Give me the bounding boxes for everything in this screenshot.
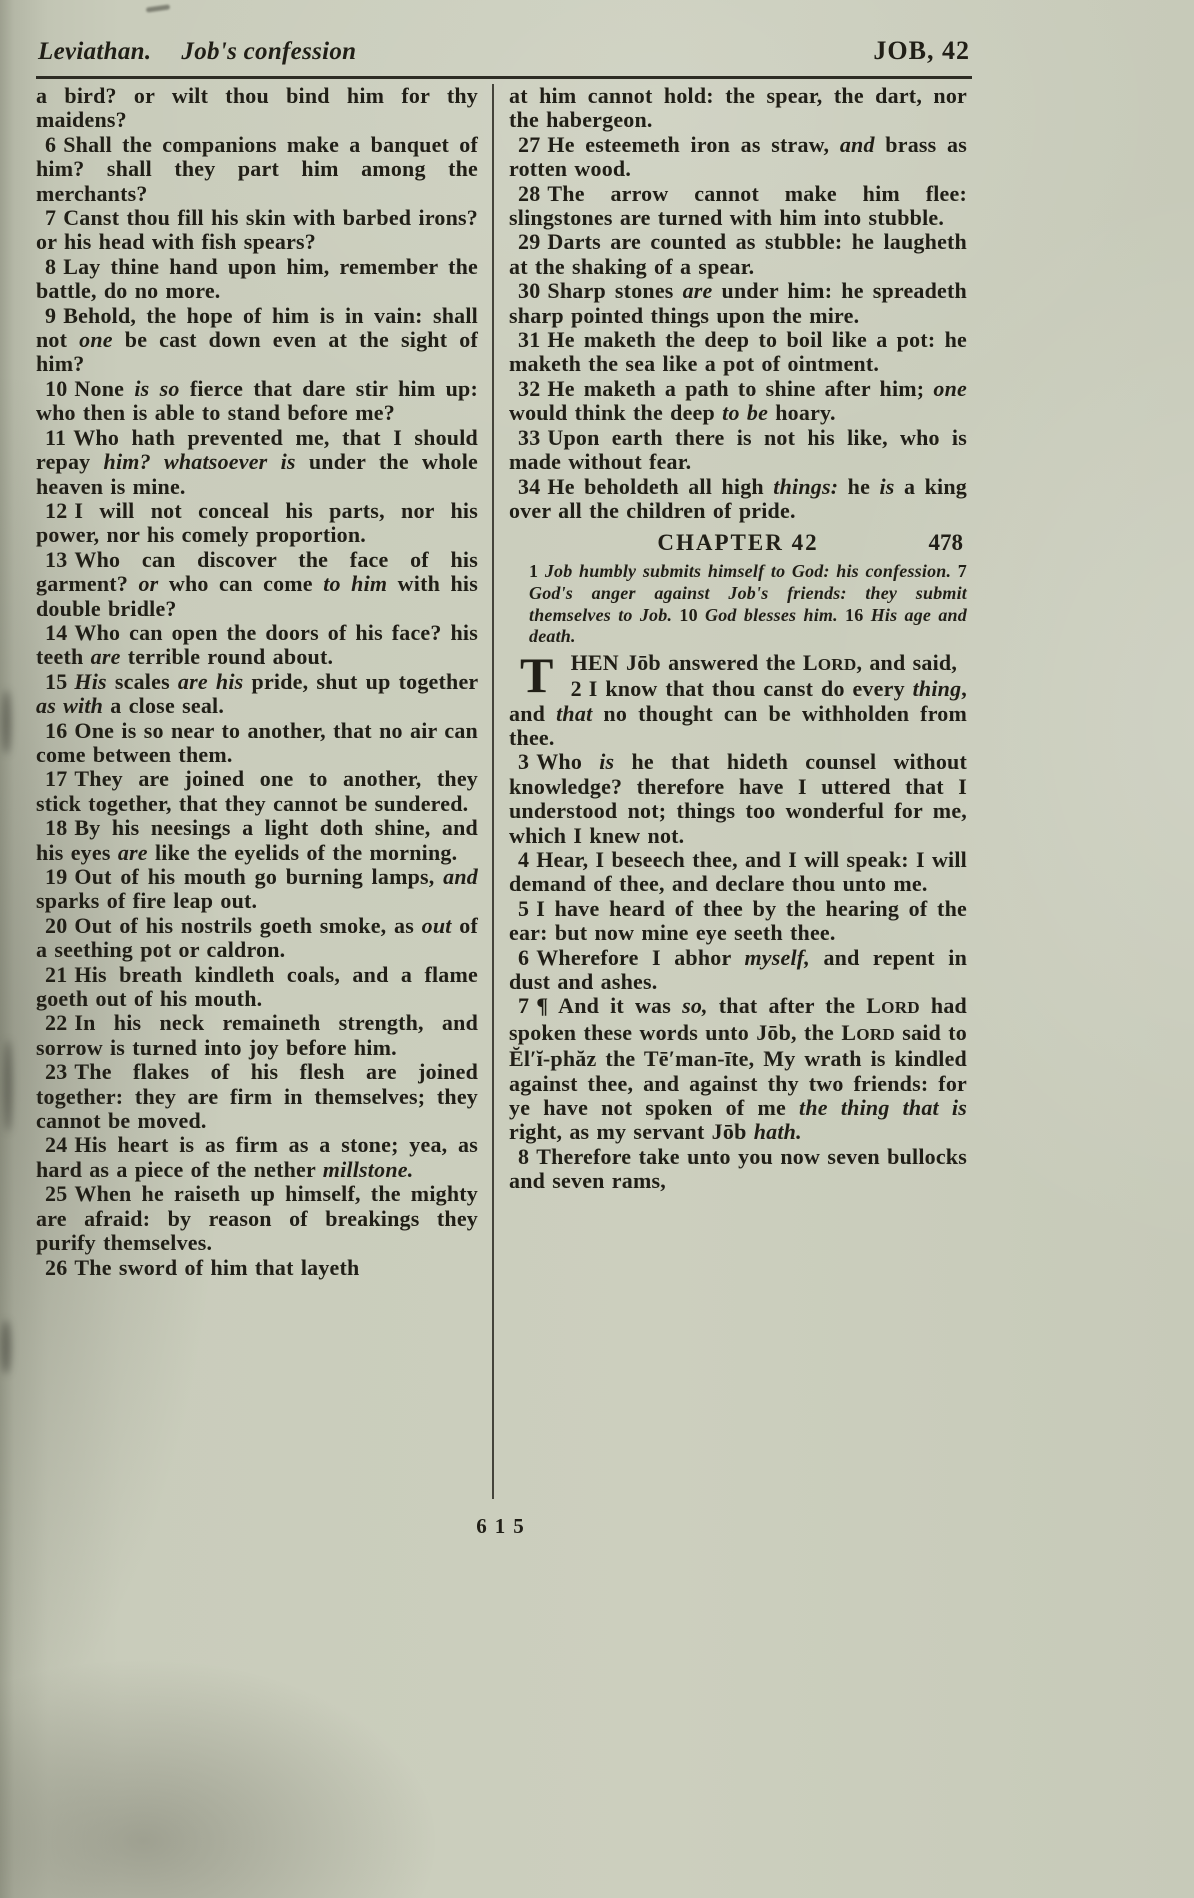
- verse: [36, 206, 478, 255]
- italic-text: so,: [682, 993, 708, 1019]
- running-title-right: JOB, 42: [873, 36, 970, 65]
- verse-number: 14: [45, 619, 68, 645]
- verse: [509, 946, 967, 995]
- verse-text: right, as my servant Jōb: [509, 1119, 754, 1145]
- italic-text: myself,: [744, 944, 811, 970]
- verse-text: of a seething pot or caldron.: [36, 912, 478, 963]
- verse: [36, 426, 478, 499]
- verse-number: 28: [518, 180, 541, 206]
- verse-number: 16: [45, 717, 68, 743]
- verse: [36, 1133, 478, 1182]
- running-title-left-part2: Job's confession: [181, 38, 357, 65]
- verse-text: The sword of him that layeth: [74, 1254, 360, 1280]
- chapter-summary: [509, 561, 967, 647]
- verse: [509, 750, 967, 848]
- page-content: [36, 28, 972, 1499]
- verse: [509, 182, 967, 231]
- italic-text: is so: [134, 375, 180, 401]
- verse: [36, 499, 478, 548]
- verse-text: pride, shut up together: [243, 668, 478, 694]
- verse-number: 6: [45, 131, 57, 157]
- verse-text: fierce that dare stir him up: who then is able to stand before me?: [36, 375, 478, 426]
- verse-text: brass as rotten wood.: [509, 131, 967, 182]
- verse: [509, 279, 967, 328]
- verse-number: 15: [45, 668, 68, 694]
- verse-text: a bird? or wilt thou bind him for thy maidens?: [36, 83, 478, 133]
- verse-text: ¶ And it was: [536, 993, 683, 1019]
- italic-text: are his: [177, 668, 244, 694]
- verse-text: a king over all the children of pride.: [509, 473, 967, 523]
- verse: [36, 548, 478, 621]
- verse: [36, 1011, 478, 1060]
- verse: [36, 914, 478, 963]
- drop-cap: T: [520, 646, 554, 703]
- verse-text: HEN Jōb answered the: [570, 649, 803, 675]
- verse-text: who can come: [158, 571, 324, 597]
- chapter-title: CHAPTER 42: [657, 530, 819, 556]
- verse-text: with his double bridle?: [36, 571, 478, 621]
- verse-number: 8: [518, 1143, 530, 1169]
- verse-text: Canst thou fill his skin with barbed irons? or his head with fish spears?: [36, 205, 478, 255]
- verse: [509, 677, 967, 750]
- verse: [36, 816, 478, 865]
- verse-text: They are joined one to another, they stick together, that they cannot be sundered.: [36, 766, 478, 816]
- italic-text: is: [599, 749, 615, 775]
- verse-text: sparks of fire leap out.: [36, 888, 258, 914]
- verse-number: 23: [45, 1059, 68, 1085]
- italic-text: millstone.: [322, 1156, 414, 1182]
- verse-number: 19: [45, 864, 68, 889]
- italic-text: and: [839, 131, 875, 157]
- verse-text: By his neesings a light doth shine, and his eyes: [36, 815, 478, 865]
- verse-text: I will not conceal his parts, nor his power, nor his comely proportion.: [36, 497, 478, 548]
- verse-number: 32: [518, 375, 541, 401]
- verse-number: 24: [45, 1132, 68, 1158]
- chapter-page-ref: 478: [928, 530, 963, 556]
- verse-number: 31: [518, 327, 541, 353]
- verse-number: 7: [518, 993, 530, 1019]
- italic-text: as with: [36, 693, 104, 719]
- small-caps-divine-name: LORD: [802, 649, 857, 675]
- italic-text: that: [556, 700, 593, 726]
- verse-text: Hear, I beseech thee, and I will speak: I will demand of thee, and declare thou unto me.: [509, 846, 967, 897]
- binding-smudge: [4, 1040, 12, 1132]
- verse-text: The flakes of his flesh are joined together: they are firm in themselves; they cannot be moved.: [36, 1059, 478, 1134]
- verse: [36, 865, 478, 914]
- verse-text: that after the: [707, 993, 867, 1019]
- verse-text: Who: [536, 749, 600, 775]
- verse-text: be cast down even at the sight of him?: [36, 327, 478, 377]
- chapter-heading: [509, 530, 967, 556]
- verse-text: He beholdeth all high: [547, 473, 774, 499]
- verse-number: 4: [518, 846, 530, 872]
- italic-text: him? whatsoever is: [103, 449, 296, 475]
- verse-number: 25: [45, 1181, 68, 1207]
- verse-text: , and said,: [856, 649, 958, 675]
- verse-text: He maketh a path to shine after him;: [547, 375, 934, 401]
- verse-text: 1: [529, 561, 545, 582]
- italic-text: Job humbly submits himself to God: his confession.: [544, 561, 958, 582]
- page-number: 615: [476, 1514, 532, 1538]
- verse: [36, 1060, 478, 1133]
- verse-text: he: [838, 473, 880, 499]
- verse-continuation: [509, 84, 967, 133]
- verse: [36, 1182, 478, 1255]
- italic-text: hath.: [753, 1119, 802, 1145]
- verse-text: None: [74, 375, 135, 401]
- text-columns: [36, 79, 972, 1499]
- verse-text: His heart is as firm as a stone; yea, as hard as a piece of the nether: [36, 1132, 478, 1182]
- italic-text: thing: [912, 676, 962, 702]
- verse: [509, 848, 967, 897]
- verse: [36, 377, 478, 426]
- column-divider: [492, 84, 494, 1499]
- verse-number: 6: [518, 944, 530, 970]
- verse-text: he that hideth counsel without knowledge? therefore have I uttered that I understood not; things too wonderful for me, which I knew not.: [509, 749, 967, 848]
- running-header: [36, 28, 972, 76]
- verse-text: hoary.: [768, 400, 836, 426]
- verse: [509, 897, 967, 946]
- italic-text: His age and death.: [529, 604, 967, 647]
- italic-text: one: [933, 375, 967, 401]
- binding-smudge: [2, 690, 11, 754]
- verse-number: 7: [45, 205, 57, 231]
- verse: [36, 304, 478, 377]
- verse: [36, 621, 478, 670]
- verse-text: had spoken these words unto Jōb, the: [509, 993, 967, 1045]
- left-column: [36, 84, 478, 1499]
- verse-number: 13: [45, 546, 68, 572]
- verse-number: 3: [518, 749, 530, 775]
- verse-text: 16: [845, 604, 871, 625]
- running-title-left-part1: Leviathan.: [38, 38, 152, 65]
- verse-text: I know that thou canst do every: [588, 676, 913, 702]
- verse-text: The arrow cannot make him flee: slingstones are turned with him into stubble.: [509, 180, 967, 231]
- verse-text: Who can discover the face of his garment?: [36, 546, 478, 597]
- italic-text: God's anger against Job's friends: they submit themselves to Job.: [529, 582, 967, 625]
- verse-text: One is so near to another, that no air can come between them.: [36, 717, 478, 767]
- italic-text: the thing that is: [799, 1095, 967, 1120]
- verse: [509, 328, 967, 377]
- italic-text: God blesses him.: [705, 604, 846, 625]
- italic-text: to be: [722, 400, 769, 426]
- verse-text: Who hath prevented me, that I should repay: [36, 424, 478, 475]
- verse-text: Out of his nostrils goeth smoke, as: [74, 912, 422, 938]
- verse: [509, 1145, 967, 1194]
- verse-text: He esteemeth iron as straw,: [547, 131, 840, 157]
- verse-number: 10: [45, 375, 68, 401]
- verse-number: 17: [45, 766, 68, 792]
- verse-text: He maketh the deep to boil like a pot: he maketh the sea like a pot of ointment.: [509, 327, 967, 377]
- italic-text: things:: [773, 473, 839, 499]
- verse-number: 20: [45, 912, 68, 938]
- verse-number: 22: [45, 1010, 68, 1036]
- verse-text: Behold, the hope of him is in vain: shall not: [36, 302, 478, 353]
- verse-text: Therefore take unto you now seven bullocks and seven rams,: [509, 1143, 967, 1194]
- verse-text: Wherefore I abhor: [536, 944, 745, 970]
- verse-text: a close seal.: [103, 693, 225, 719]
- verse-text: In his neck remaineth strength, and sorrow is turned into joy before him.: [36, 1010, 478, 1060]
- verse-number: 12: [45, 497, 68, 523]
- verse: [36, 767, 478, 816]
- verse: [36, 133, 478, 206]
- verse-number: 2: [570, 676, 582, 702]
- verse: [509, 475, 967, 524]
- verse-text: like the eyelids of the morning.: [147, 839, 458, 865]
- verse-number: 33: [518, 424, 541, 450]
- italic-text: or: [138, 571, 159, 597]
- italic-text: out: [421, 912, 452, 938]
- verse-text: no thought can be withholden from thee.: [509, 700, 967, 750]
- verse-text: I have heard of thee by the hearing of the ear: but now mine eye seeth thee.: [509, 895, 967, 946]
- verse: [509, 377, 967, 426]
- right-column: [509, 84, 967, 1499]
- verse: [509, 994, 967, 1144]
- verse: [509, 426, 967, 475]
- verse-number: 27: [518, 131, 541, 157]
- verse-text: under the whole heaven is mine.: [36, 449, 478, 499]
- verse-number: 11: [45, 424, 67, 450]
- verse-text: Darts are counted as stubble: he laugheth at the shaking of a spear.: [509, 229, 967, 279]
- verse-text: terrible round about.: [120, 644, 334, 670]
- verse-text: said to Ĕl′ĭ-phăz the Tē′man-īte, My wrath is kindled against thee, and against thy two friends: for ye have not spoken of me: [509, 1019, 967, 1120]
- verse: [36, 670, 478, 719]
- verse-number: 9: [45, 302, 57, 328]
- verse-continuation: [36, 84, 478, 133]
- verse-text: scales: [106, 668, 178, 694]
- verse-number: 26: [45, 1254, 68, 1280]
- italic-text: and: [443, 864, 478, 889]
- verse-number: 29: [518, 229, 541, 255]
- verse-text: 10: [679, 604, 706, 625]
- verse-number: 30: [518, 278, 541, 304]
- verse: [36, 255, 478, 304]
- running-title-left: [38, 38, 356, 66]
- verse-text: Sharp stones: [547, 278, 683, 304]
- verse-text: 7: [957, 561, 967, 582]
- verse-number: 21: [45, 961, 68, 987]
- italic-text: are: [117, 839, 148, 865]
- verse-text: His breath kindleth coals, and a flame goeth out of his mouth.: [36, 961, 478, 1012]
- binding-smudge: [1, 1320, 11, 1374]
- verse-text: , and: [509, 676, 967, 726]
- verse-text: Who can open the doors of his face? his teeth: [36, 619, 478, 670]
- small-caps-divine-name: LORD: [866, 993, 920, 1019]
- verse-text: at him cannot hold: the spear, the dart, nor the habergeon.: [509, 83, 967, 133]
- verse-text: and repent in dust and ashes.: [509, 944, 967, 994]
- italic-text: His: [74, 668, 107, 694]
- verse-text: Shall the companions make a banquet of him? shall they part him among the merchants?: [36, 131, 478, 206]
- verse-text: When he raiseth up himself, the mighty are afraid: by reason of breakings they purify themselves.: [36, 1181, 478, 1256]
- ink-smudge: [146, 4, 170, 12]
- italic-text: are: [682, 278, 713, 304]
- verse: [36, 1256, 478, 1280]
- italic-text: is: [879, 473, 895, 499]
- verse-number: 34: [518, 473, 541, 499]
- verse-text: Upon earth there is not his like, who is made without fear.: [509, 424, 967, 475]
- verse-text: Out of his mouth go burning lamps,: [74, 864, 444, 889]
- verse-number: 5: [518, 895, 530, 921]
- verse: [509, 230, 967, 279]
- italic-text: to him: [323, 571, 388, 597]
- italic-text: are: [90, 644, 121, 670]
- verse-text: Lay thine hand upon him, remember the battle, do no more.: [36, 253, 478, 304]
- verse-number: 8: [45, 253, 57, 279]
- small-caps-divine-name: LORD: [841, 1019, 895, 1045]
- verse: [36, 719, 478, 768]
- verse: [509, 133, 967, 182]
- verse-text: would think the deep: [509, 400, 723, 426]
- verse-text: under him: he spreadeth sharp pointed things upon the mire.: [509, 278, 967, 328]
- verse-number: 18: [45, 815, 68, 841]
- verse: [36, 963, 478, 1012]
- italic-text: one: [79, 327, 113, 353]
